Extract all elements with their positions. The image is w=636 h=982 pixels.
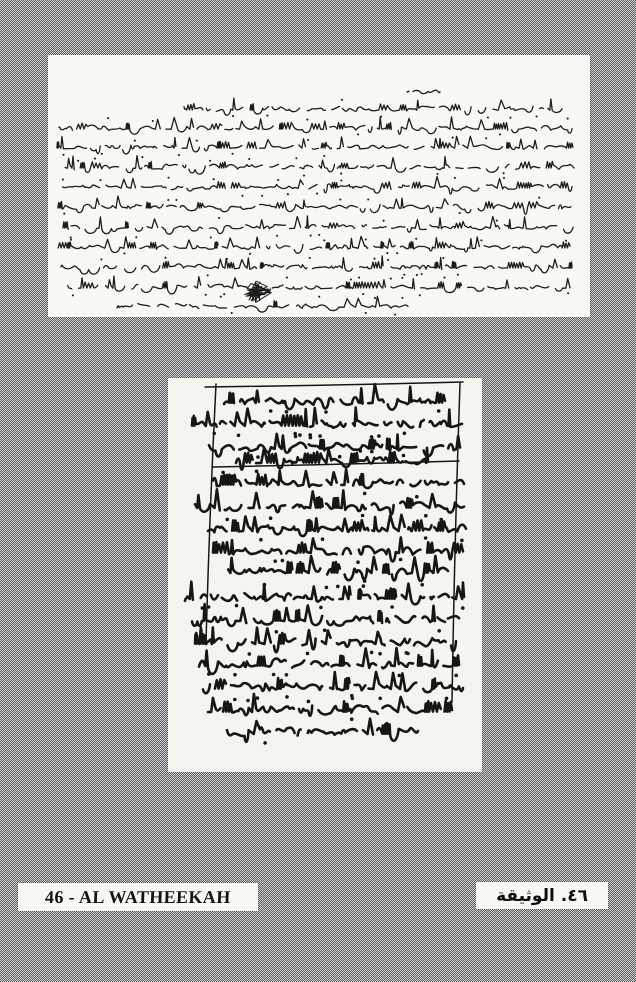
footer-label-english [18,883,258,911]
manuscript-note-paper [168,378,482,772]
footer-label-arabic [476,882,608,909]
footer-text-english: 46 - AL WATHEEKAH [44,886,232,907]
manuscript-letter-paper [48,55,590,317]
footer-text-arabic: ٤٦. الوثيقة [496,885,588,906]
